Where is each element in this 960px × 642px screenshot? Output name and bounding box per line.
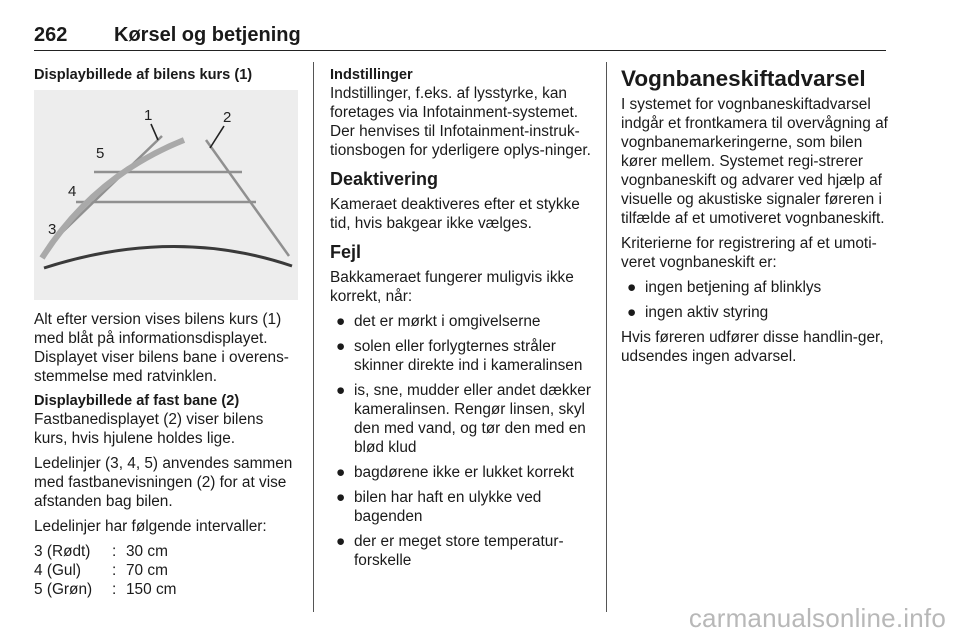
list-item: ● solen eller forlygternes stråler skinner direkte ind i kameralinsen — [336, 338, 583, 374]
figure-label-2: 2 — [223, 109, 232, 126]
column-left — [34, 66, 300, 599]
bullet-icon: ● — [336, 338, 346, 355]
rear-camera-guideline-figure — [34, 90, 298, 300]
list-item: ● der er meget store temperatur-forskelle — [336, 533, 564, 569]
chapter-title: Kørsel og betjening — [114, 24, 301, 46]
paragraph-intervals-intro: Ledelinjer har følgende intervaller: — [34, 518, 267, 535]
criteria-list — [621, 278, 891, 322]
paragraph-no-warning: Hvis føreren udfører disse handlin-ger, udsendes ingen advarsel. — [621, 329, 884, 365]
section-heading-settings: Indstillinger — [330, 67, 413, 83]
table-row — [34, 542, 176, 561]
section-title-lane-departure: Vognbaneskiftadvarsel — [621, 66, 866, 91]
list-item: ● ingen betjening af blinklys — [627, 279, 822, 296]
figure-label-4: 4 — [68, 183, 77, 200]
paragraph-vehicle-path: Alt efter version vises bilens kurs (1) med blåt på informationsdisplayet. Displayet viser bilens bane i overens-stemmelse med ratvinklen. — [34, 311, 289, 385]
interval-value: 150 cm — [126, 581, 177, 598]
list-item: ● is, sne, mudder eller andet dækker kameralinsen. Rengør linsen, skyl den med vand, og tør den med en blød klud — [336, 382, 591, 456]
list-item: ● bilen har haft en ulykke ved bagenden — [336, 489, 542, 525]
bullet-icon: ● — [336, 489, 346, 506]
bullet-icon: ● — [336, 533, 346, 550]
figure-label-1: 1 — [144, 107, 153, 124]
paragraph-fixed-path: Fastbanedisplayet (2) viser bilens kurs, hvis hjulene holdes lige. — [34, 411, 264, 447]
section-title-deactivation: Deaktivering — [330, 169, 439, 189]
bullet-icon: ● — [627, 304, 637, 321]
paragraph-lane-departure: I systemet for vognbaneskiftadvarsel indgår et frontkamera til overvågning af vognbanemarkeringerne, som bilen kører mellem. Systemet regi-strerer vognbaneskift og advarer ved hjælp af visuelle og akustiske signaler føreren i tilfælde af et umotiveret vognbaneskift. — [621, 96, 888, 227]
interval-separator: : — [112, 562, 117, 579]
table-row — [34, 561, 176, 580]
interval-separator: : — [112, 543, 117, 560]
paragraph-settings: Indstillinger, f.eks. af lysstyrke, kan foretages via Infotainment-systemet. Der henvises til Infotainment-instruk-tionsbogen for yderligere oplys-ninger. — [330, 85, 591, 159]
page-number: 262 — [34, 24, 68, 46]
paragraph-deactivation: Kameraet deaktiveres efter et stykke tid, hvis bakgear ikke vælges. — [330, 196, 580, 232]
interval-value: 70 cm — [126, 562, 168, 579]
paragraph-guidelines: Ledelinjer (3, 4, 5) anvendes sammen med fastbanevisningen (2) for at vise afstanden bag bilen. — [34, 455, 293, 510]
list-item: ● bagdørene ikke er lukket korrekt — [336, 464, 574, 481]
bullet-icon: ● — [627, 279, 637, 296]
figure-label-5: 5 — [96, 145, 105, 162]
column-divider — [313, 62, 314, 612]
column-middle — [330, 66, 592, 576]
interval-value: 30 cm — [126, 543, 168, 560]
intervals-table — [34, 542, 176, 599]
bullet-icon: ● — [336, 382, 346, 399]
interval-label: 5 (Grøn) — [34, 581, 93, 598]
page-header — [34, 20, 886, 51]
interval-label: 3 (Rødt) — [34, 543, 91, 560]
paragraph-faults: Bakkameraet fungerer muligvis ikke korrekt, når: — [330, 269, 574, 305]
bullet-icon: ● — [336, 464, 346, 481]
figure-label-3: 3 — [48, 221, 57, 238]
column-divider — [606, 62, 607, 612]
interval-separator: : — [112, 581, 117, 598]
section-title-faults: Fejl — [330, 242, 362, 262]
table-row — [34, 580, 176, 599]
bullet-icon: ● — [336, 313, 346, 330]
list-item: ● ingen aktiv styring — [627, 304, 769, 321]
fault-list — [330, 312, 592, 570]
section-heading-fixed-path: Displaybillede af fast bane (2) — [34, 393, 240, 409]
section-heading-vehicle-path: Displaybillede af bilens kurs (1) — [34, 67, 253, 83]
paragraph-criteria: Kriterierne for registrering af et umoti-veret vognbaneskift er: — [621, 235, 877, 271]
watermark-text: carmanualsonline.info — [688, 603, 946, 633]
interval-label: 4 (Gul) — [34, 562, 82, 579]
column-right — [621, 66, 891, 372]
list-item: ● det er mørkt i omgivelserne — [336, 313, 541, 330]
